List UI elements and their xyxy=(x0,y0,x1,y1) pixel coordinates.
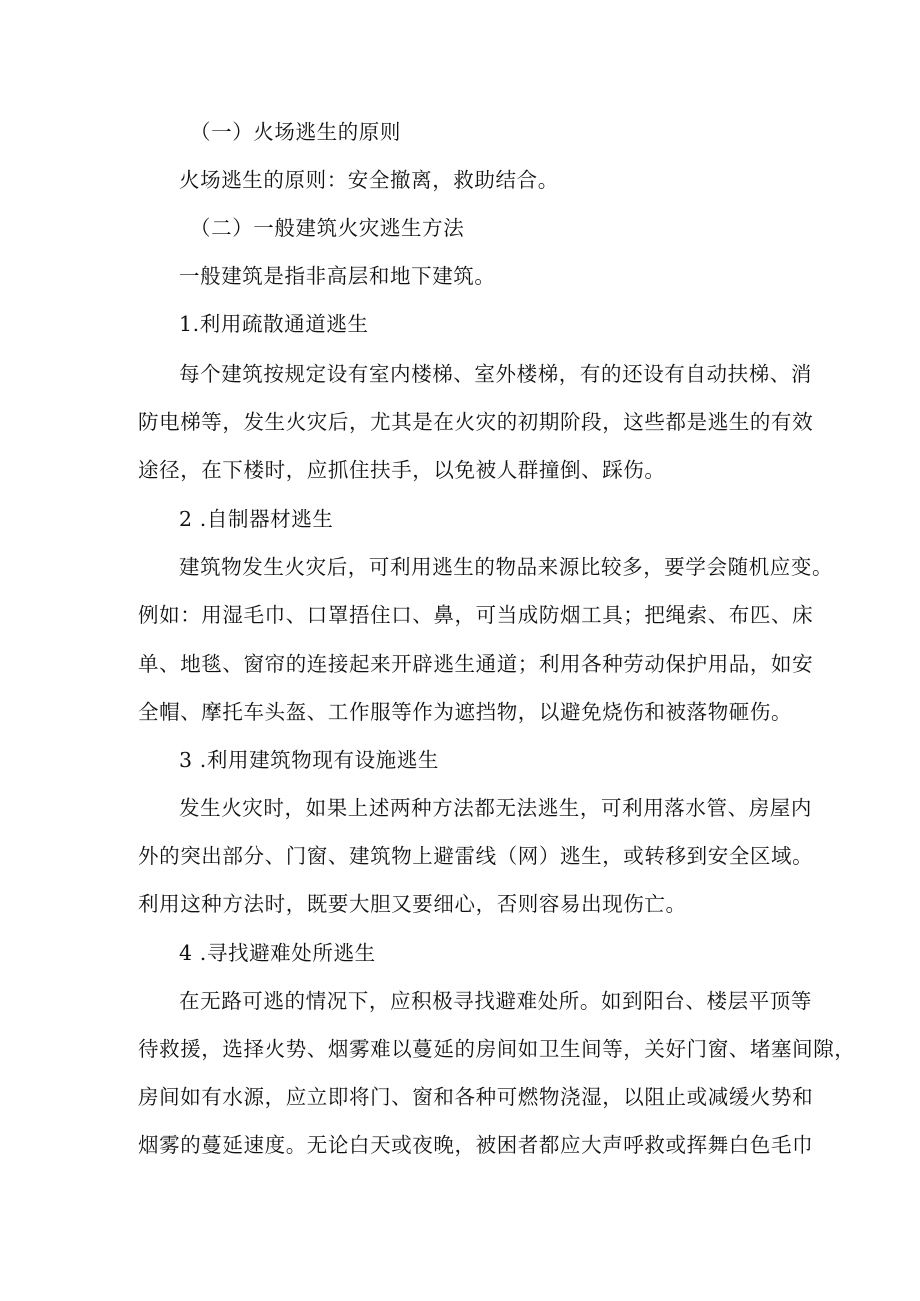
paragraph-line: 利用这种方法时，既要大胆又要细心，否则容易出现伤亡。 xyxy=(138,892,687,916)
paragraph-line: 单、地毯、窗帘的连接起来开辟逃生通道；利用各种劳动保护用品，如安 xyxy=(138,652,814,676)
section-heading-1: （一）火场逃生的原则 xyxy=(190,120,401,144)
paragraph-line: 例如：用湿毛巾、口罩捂住口、鼻，可当成防烟工具；把绳索、布匹、床 xyxy=(138,603,814,627)
paragraph-line: 防电梯等，发生火灾后，尤其是在火灾的初期阶段，这些都是逃生的有效 xyxy=(138,410,814,434)
paragraph-line: 待救援，选择火势、烟雾难以蔓延的房间如卫生间等，关好门窗、堵塞间隙， xyxy=(138,1037,856,1061)
paragraph-line: 房间如有水源，应立即将门、窗和各种可燃物浇湿，以阻止或减缓火势和 xyxy=(138,1085,814,1109)
section-heading-2: （二）一般建筑火灾逃生方法 xyxy=(190,216,465,240)
paragraph-line: 在无路可逃的情况下，应积极寻找避难处所。如到阳台、楼层平顶等 xyxy=(179,989,812,1013)
subheading-4: 4 .寻找避难处所逃生 xyxy=(179,941,376,965)
paragraph-line: 发生火灾时，如果上述两种方法都无法逃生，可利用落水管、房屋内 xyxy=(179,796,812,820)
paragraph-line: 全帽、摩托车头盔、工作服等作为遮挡物，以避免烧伤和被落物砸伤。 xyxy=(138,700,793,724)
subheading-1: 1.利用疏散通道逃生 xyxy=(179,312,369,336)
paragraph-line: 每个建筑按规定设有室内楼梯、室外楼梯，有的还设有自动扶梯、消 xyxy=(179,362,812,386)
subheading-2: 2 .自制器材逃生 xyxy=(179,507,334,531)
paragraph-line: 烟雾的蔓延速度。无论白天或夜晚，被困者都应大声呼救或挥舞白色毛巾 xyxy=(138,1133,814,1157)
paragraph-line: 一般建筑是指非高层和地下建筑。 xyxy=(179,264,496,288)
paragraph-line: 建筑物发生火灾后，可利用逃生的物品来源比较多，要学会随机应变。 xyxy=(179,555,834,579)
subheading-3: 3 .利用建筑物现有设施逃生 xyxy=(179,748,439,772)
paragraph-line: 途径，在下楼时，应抓住扶手，以免被人群撞倒、踩伤。 xyxy=(138,458,666,482)
paragraph-line: 外的突出部分、门窗、建筑物上避雷线（网）逃生，或转移到安全区域。 xyxy=(138,844,814,868)
paragraph-line: 火场逃生的原则：安全撤离，救助结合。 xyxy=(179,168,559,192)
